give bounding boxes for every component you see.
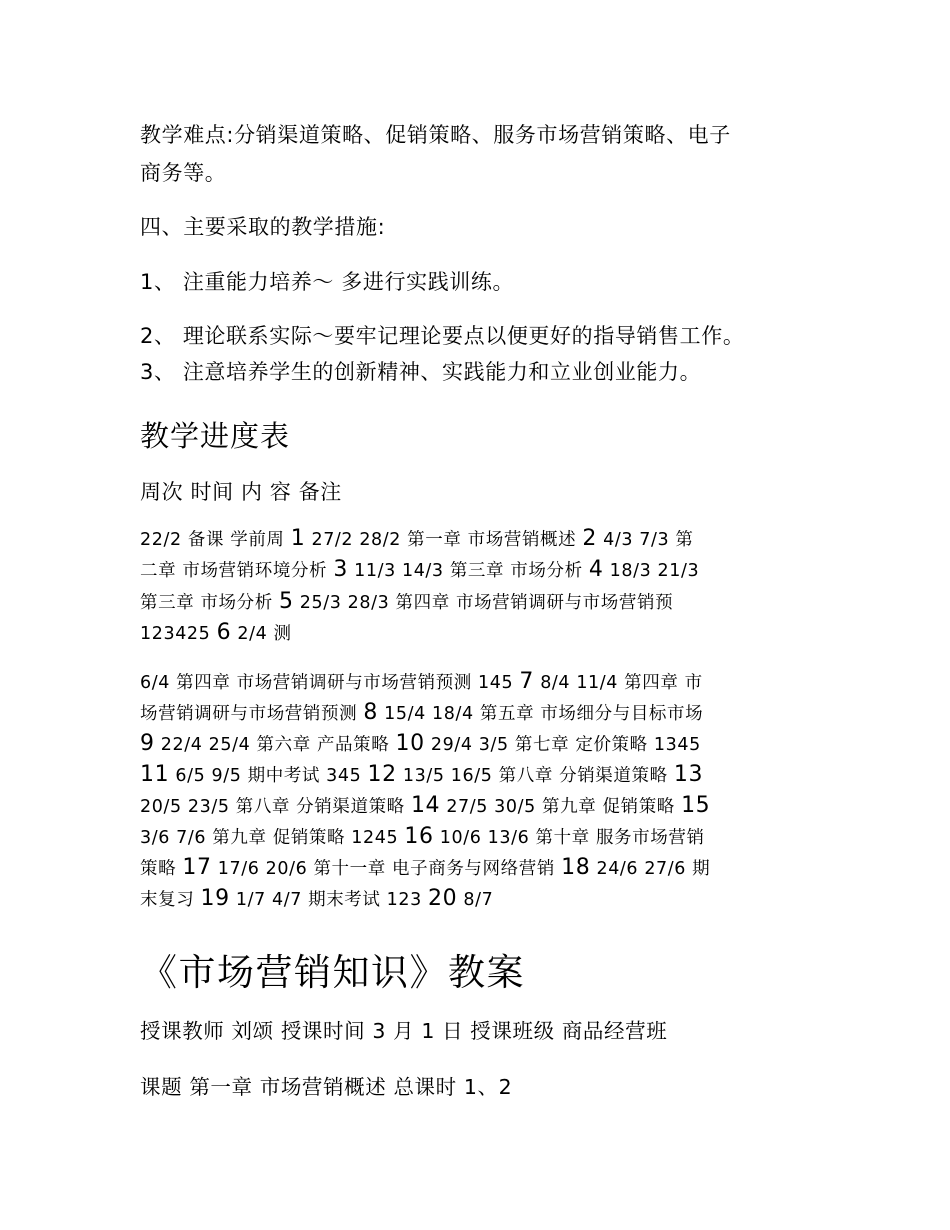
week-number: 15 [681,793,711,818]
schedule-line [140,731,701,756]
schedule-line [140,526,694,551]
schedule-text: 25/3 28/3 第四章 市场营销调研与市场营销预 [293,593,674,613]
week-number: 19 [200,886,230,911]
week-number: 14 [410,793,441,818]
schedule-text: 11/3 14/3 第三章 市场分析 [347,561,589,581]
teaching-measure-item-2: 2、 理论联系实际～要牢记理论要点以便更好的指导销售工作。 [140,324,745,348]
lesson-plan-title: 《市场营销知识》教案 [140,951,525,994]
week-number: 5 [279,589,294,614]
schedule-line [140,589,673,614]
schedule-text: 13/5 16/5 第八章 分销渠道策略 [396,766,674,786]
week-number: 3 [333,557,348,582]
schedule-text: 6/5 9/5 期中考试 345 [169,766,368,786]
schedule-line [140,700,703,725]
schedule-line [140,557,699,582]
schedule-text: 末复习 [140,890,201,910]
schedule-line [140,762,703,787]
schedule-text: 8/7 [457,890,494,910]
week-number: 12 [367,762,397,787]
schedule-text: 4/3 7/3 第 [597,530,694,550]
teaching-difficulty-line-2: 商务等。 [140,161,227,185]
schedule-line [140,886,493,911]
week-number: 8 [363,700,378,725]
schedule-text: 27/2 28/2 第一章 市场营销概述 [305,530,583,550]
schedule-text: 3/6 7/6 第九章 促销策略 1245 [140,828,405,848]
week-number: 10 [395,731,425,756]
schedule-text: 24/6 27/6 期 [590,859,711,879]
week-number: 4 [588,557,604,582]
schedule-text: 第三章 市场分析 [140,593,280,613]
schedule-title: 教学进度表 [140,419,291,453]
week-number: 6 [216,620,232,645]
week-number: 1 [290,526,306,551]
week-number: 11 [140,762,170,787]
lesson-plan-topic: 课题 第一章 市场营销概述 总课时 1、2 [140,1075,513,1099]
teaching-difficulty-line-1: 教学难点:分销渠道策略、促销策略、服务市场营销策略、电子 [140,123,731,147]
schedule-text: 18/3 21/3 [603,561,700,581]
schedule-text: 1/7 4/7 期末考试 123 [229,890,429,910]
schedule-line [140,793,710,818]
schedule-text: 17/6 20/6 第十一章 电子商务与网络营销 [211,859,562,879]
week-number: 16 [404,824,434,849]
schedule-text: 22/2 备课 学前周 [140,530,291,550]
schedule-line [140,855,710,880]
schedule-text: 6/4 第四章 市场营销调研与市场营销预测 145 [140,673,520,693]
teaching-measure-item-3: 3、 注意培养学生的创新精神、实践能力和立业创业能力。 [140,360,702,384]
schedule-text: 10/6 13/6 第十章 服务市场营销 [433,828,705,848]
schedule-text: 二章 市场营销环境分析 [140,561,334,581]
schedule-text: 20/5 23/5 第八章 分销渠道策略 [140,797,411,817]
week-number: 20 [428,886,458,911]
schedule-text: 22/4 25/4 第六章 产品策略 [154,735,396,755]
teaching-measures-heading: 四、主要采取的教学措施: [140,215,386,239]
schedule-line [140,669,703,694]
schedule-text: 123425 [140,624,217,644]
schedule-line [140,824,705,849]
week-number: 7 [519,669,535,694]
teaching-measure-item-1: 1、 注重能力培养～ 多进行实践训练。 [140,270,515,294]
schedule-text: 8/4 11/4 第四章 市 [534,673,703,693]
schedule-text: 27/5 30/5 第九章 促销策略 [440,797,682,817]
schedule-text: 15/4 18/4 第五章 市场细分与目标市场 [377,704,704,724]
week-number: 9 [140,731,155,756]
schedule-line [140,620,292,645]
schedule-header: 周次 时间 内 容 备注 [140,480,342,504]
week-number: 13 [673,762,704,787]
lesson-plan-info: 授课教师 刘颂 授课时间 3 月 1 日 授课班级 商品经营班 [140,1019,668,1043]
schedule-text: 29/4 3/5 第七章 定价策略 1345 [424,735,701,755]
schedule-text: 2/4 测 [231,624,292,644]
week-number: 18 [561,855,591,880]
week-number: 2 [582,526,598,551]
schedule-text: 场营销调研与市场营销预测 [140,704,364,724]
week-number: 17 [182,855,212,880]
schedule-text: 策略 [140,859,183,879]
